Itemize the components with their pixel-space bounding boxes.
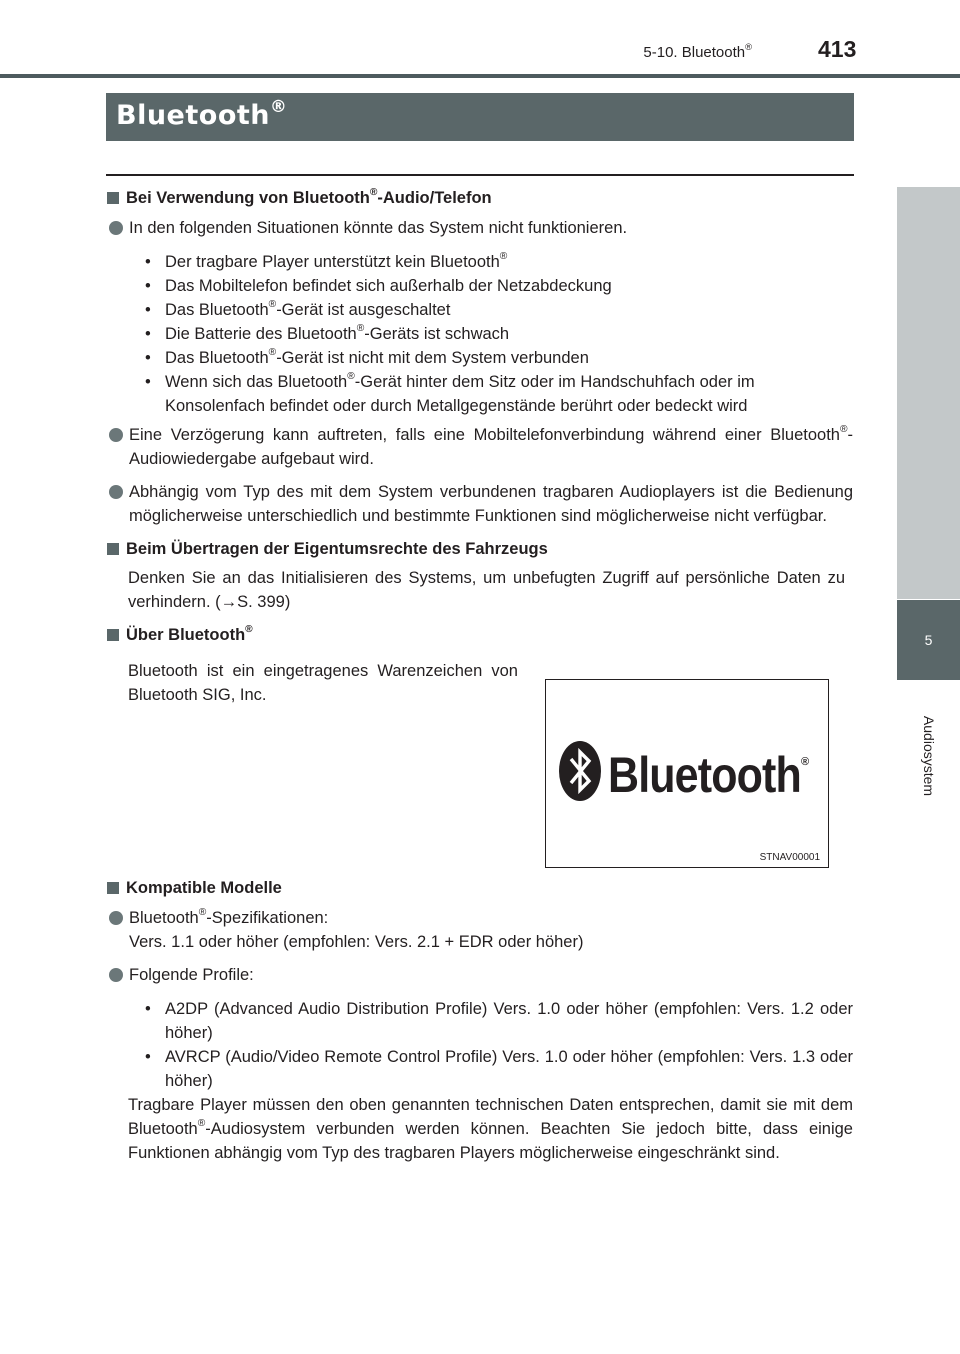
chapter-number-tab: 5 (897, 600, 960, 680)
title-rule (106, 174, 854, 176)
list-item: • A2DP (Advanced Audio Distribution Profile) Vers. 1.0 oder höher (empfohlen: Vers. 1.2 oder höher) (145, 1000, 853, 1042)
list-item: • Das Bluetooth®-Gerät ist ausgeschaltet (145, 299, 451, 319)
list-item: • Die Batterie des Bluetooth®-Geräts ist schwach (145, 323, 510, 343)
list-item: • Der tragbare Player unterstützt kein Bluetooth® (145, 251, 508, 271)
list-item: Abhängig vom Typ des mit dem System verbundenen tragbaren Audioplayers ist die Bedienung möglicherweise unterschiedlich und bestimmte Funktionen sind möglicherweise nicht verfügbar. (107, 480, 853, 528)
section-heading-about-bluetooth: Über Bluetooth® (107, 623, 853, 647)
running-header: 5-10. Bluetooth® (643, 42, 752, 61)
square-bullet-icon (107, 882, 119, 894)
chapter-label-tab (897, 681, 960, 831)
list-item: In den folgenden Situationen könnte das System nicht funktionieren. (107, 216, 853, 240)
header-rule (0, 74, 960, 78)
circle-bullet-icon (109, 485, 123, 499)
page-number: 413 (818, 36, 857, 62)
bluetooth-icon (558, 740, 602, 802)
ownership-paragraph: Denken Sie an das Initialisieren des Systems, um unbefugten Zugriff auf persönliche Daten zu verhindern. (→S. 399) (128, 569, 845, 611)
circle-bullet-icon (109, 968, 123, 982)
trademark-paragraph: Bluetooth ist ein eingetragenes Warenzeichen von Bluetooth SIG, Inc. (128, 662, 518, 704)
side-tab-band (897, 187, 960, 599)
list-item: • Das Bluetooth®-Gerät ist nicht mit dem System verbunden (145, 347, 589, 367)
figure-code: STNAV00001 (759, 852, 820, 863)
square-bullet-icon (107, 629, 119, 641)
page-content (107, 186, 853, 1165)
page-title: Bluetooth® (116, 96, 288, 131)
list-item: • AVRCP (Audio/Video Remote Control Profile) Vers. 1.0 oder höher (empfohlen: Vers. 1.3 oder höher) (145, 1048, 853, 1090)
bluetooth-wordmark: Bluetooth (608, 747, 801, 803)
square-bullet-icon (107, 543, 119, 555)
square-bullet-icon (107, 192, 119, 204)
list-item: Folgende Profile: (107, 963, 853, 987)
section-heading-compatible-models: Kompatible Modelle (107, 876, 853, 900)
circle-bullet-icon (109, 911, 123, 925)
section-heading-ownership-transfer: Beim Übertragen der Eigentumsrechte des Fahrzeugs (107, 537, 853, 561)
chapter-label: Audiosystem (920, 715, 937, 797)
registered-mark: ® (801, 756, 810, 768)
list-item: • Wenn sich das Bluetooth®-Gerät hinter dem Sitz oder im Handschuhfach oder im Konsolenfach befindet oder durch Metallgegenstände berührt oder bedeckt wird (145, 371, 755, 415)
title-bar (106, 93, 854, 141)
section-heading-bluetooth-usage: Bei Verwendung von Bluetooth®-Audio/Telefon (107, 186, 853, 210)
list-item: • Das Mobiltelefon befindet sich außerhalb der Netzabdeckung (145, 277, 612, 295)
circle-bullet-icon (109, 428, 123, 442)
closing-paragraph: Tragbare Player müssen den oben genannten technischen Daten entsprechen, damit sie mit dem Bluetooth®-Audiosystem verbunden werden können. Beachten Sie jedoch bitte, dass einige Funktionen abhängig vom Typ des tragbaren Players möglicherweise eingeschränkt sind. (128, 1096, 853, 1162)
list-item: Eine Verzögerung kann auftreten, falls eine Mobiltelefonverbindung während einer Bluetooth®-Audiowiedergabe aufgebaut wird. (107, 423, 853, 471)
bluetooth-logo-figure (545, 679, 829, 868)
circle-bullet-icon (109, 221, 123, 235)
list-item: Bluetooth®-Spezifikationen: Vers. 1.1 oder höher (empfohlen: Vers. 2.1 + EDR oder höher) (107, 906, 853, 954)
